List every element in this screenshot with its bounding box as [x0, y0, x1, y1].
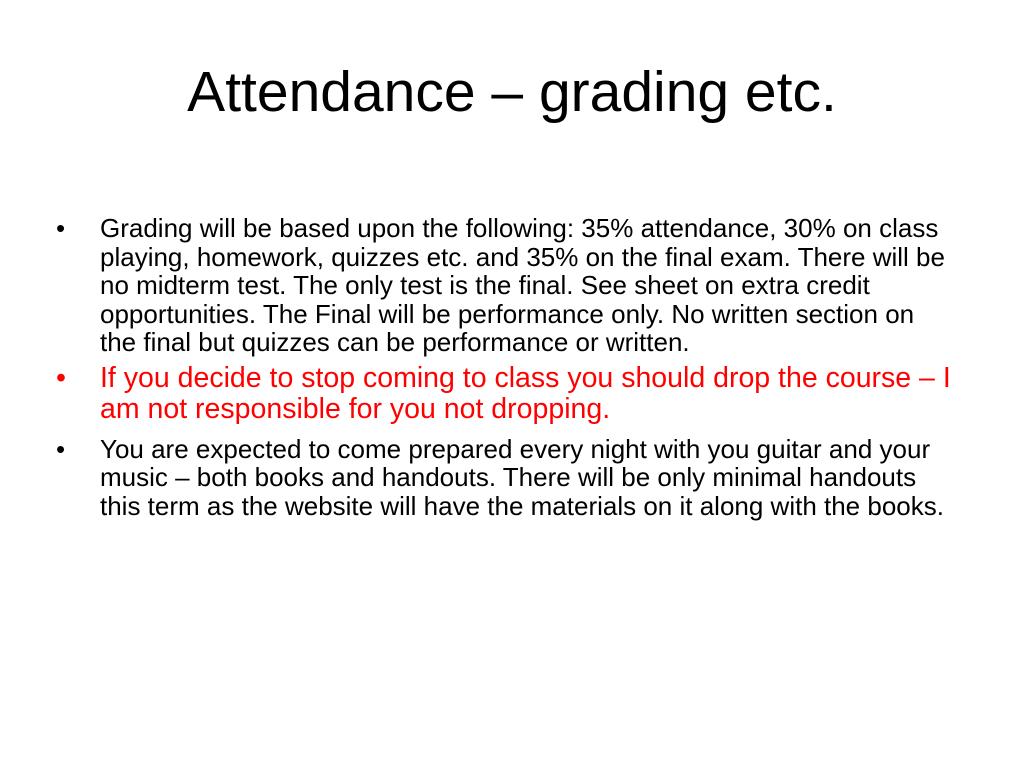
- bullet-item-drop-warning: [56, 363, 956, 426]
- bullet-text: If you decide to stop coming to class you should drop the course – I am not responsible for you not dropping.: [100, 361, 951, 426]
- bullet-dot-icon: •: [56, 213, 66, 243]
- bullet-dot-icon: •: [56, 433, 66, 464]
- bullet-item-preparation: [56, 435, 956, 521]
- bullet-item-grading: [56, 214, 956, 357]
- bullet-dot-icon: •: [56, 361, 66, 394]
- bullet-list: [56, 214, 956, 525]
- bullet-text: Grading will be based upon the following: 35% attendance, 30% on class playing, homework, quizzes etc. and 35% on the final exam. There will be no midterm test. The only test is the final. See sheet on extra credit opportunities. The Final will be performance only. No written section on the final but quizzes can be performance or written.: [100, 213, 945, 358]
- slide-title: Attendance – grading etc.: [187, 60, 837, 124]
- bullet-text: You are expected to come prepared every night with you guitar and your music – both books and handouts. There will be only minimal handouts this term as the website will have the materials on it along with the books.: [100, 433, 944, 521]
